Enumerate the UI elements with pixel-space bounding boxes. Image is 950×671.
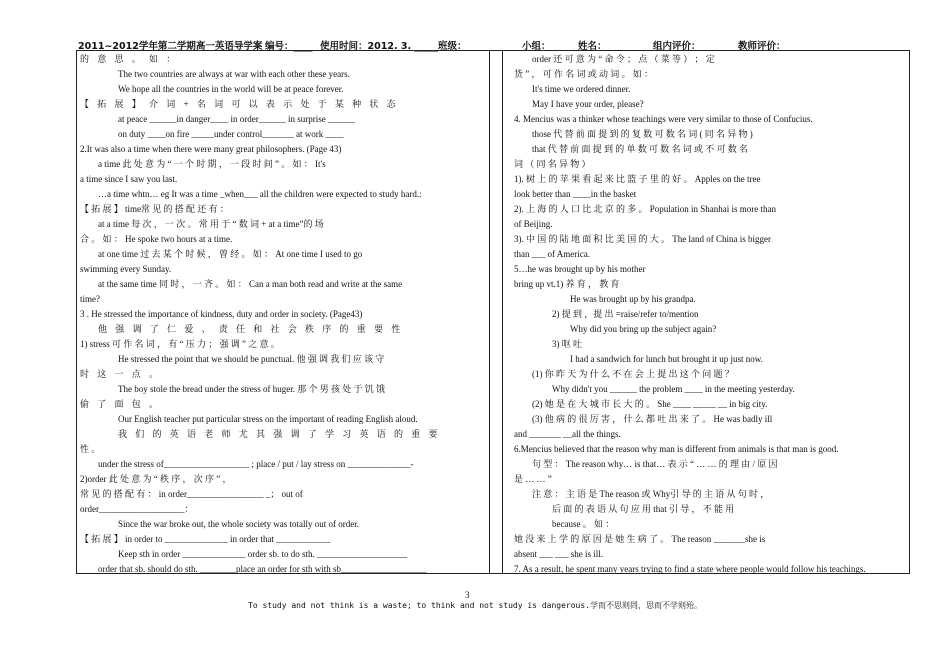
section-heading: 7. As a result, he spent many years trying to find a state where people would follow his teachings.	[514, 564, 866, 574]
extension-heading: 【 拓 展 】 介 词 + 名 词 可 以 表 示 处 于 某 种 状 态	[80, 99, 399, 109]
fill-blank-line: at peace ______in danger____ in order______ in surprise ______	[118, 114, 355, 124]
text-line: 后 面 的 表 语 从 句 应 用 that 引 导 ， 不 能 用	[552, 504, 735, 514]
fill-blank-line: order___________________：	[80, 504, 194, 514]
exercise-line: than ___ of America.	[514, 249, 590, 259]
text-line: 2) 提 到 ，提 出 =raise/refer to/mention	[552, 309, 699, 319]
text-line: 合 。 如 ： He spoke two hours at a time.	[80, 234, 233, 244]
fill-blank-line: 常 见 的 搭 配 有 ： in order_________________ _； out of	[80, 489, 303, 499]
exercise-line: look better than ____in the basket	[514, 189, 637, 199]
text-line: a time since I saw you last.	[80, 174, 178, 184]
example-sentence: We hope all the countries in the world will be at peace forever.	[118, 84, 344, 94]
text-line: those 代 替 前 面 提 到 的 复 数 可 数 名 词 ( 同 名 异 物 )	[532, 129, 753, 139]
text-line: 1) stress 可 作 名 词 ， 有 “ 压 力 ； 强 调 ” 之 意 。	[80, 339, 280, 349]
section-heading: 6.Mencius believed that the reason why man is different from animals is that man is good.	[514, 444, 839, 454]
exercise-line: 1). 树 上 的 苹 果 看 起 来 比 篮 子 里 的 好 。 Apples on the tree	[514, 174, 761, 184]
translation-line: 时 这 一 点 。	[80, 369, 162, 379]
header-number: 编号：____	[265, 41, 313, 52]
translation-line: 性 。	[80, 444, 101, 454]
text-line: at the same time 同 时 ， 一 齐 。 如 ： Can a man both read and write at the same	[98, 279, 403, 289]
text-line: 词 （ 同 名 异 物 ）	[514, 159, 591, 169]
text-line: 货 ” ， 可 作 名 词 或 动 词 。 如 ：	[514, 69, 653, 79]
header-title: 2011~2012学年第二学期高一英语导学案	[78, 41, 263, 52]
example-sentence: I had a sandwich for lunch but brought it up just now.	[570, 354, 763, 364]
example-sentence: The boy stole the bread under the stress of huger. 那 个 男 孩 处 于 饥 饿	[118, 384, 385, 394]
example-sentence: It's time we ordered dinner.	[532, 84, 631, 94]
extension-heading: 【 拓 展 】 time常 见 的 搭 配 还 有 ：	[80, 204, 229, 214]
exercise-line: absent ___ ___ she is ill.	[514, 549, 603, 559]
example-sentence: May I have your order, please?	[532, 99, 644, 109]
translation-line: 他 强 调 了 仁 爱 、 责 任 和 社 会 秩 序 的 重 要 性	[98, 324, 404, 334]
header-teacher-eval: 教师评价：	[738, 41, 786, 52]
fill-blank-line: Keep sth in order ______________ order sb. to do sth. ____________________	[118, 549, 407, 559]
right-column	[514, 52, 904, 577]
text-line: bring up vt.1) 养 育 ， 教 育	[514, 279, 620, 289]
example-sentence: Why did you bring up the subject again?	[570, 324, 717, 334]
exercise-line: 2). 上 海 的 人 口 比 北 京 的 多 。 Population in Shanhai is more than	[514, 204, 776, 214]
column-divider-right	[502, 50, 503, 574]
fill-blank-line: 【 拓 展 】 in order to ______________ in order that ____________	[80, 534, 331, 544]
fill-blank-line: order that sb. should do sth. ________place an order for sth with sb___________________	[98, 564, 427, 574]
exercise-line: (2) 她 是 在 大 城 市 长 大 的 。 She ____ _____ __ in big city.	[532, 399, 768, 409]
footer-quote: To study and not think is a waste; to think and not study is dangerous.学而不思则罔，思而不学则殆。	[248, 601, 702, 610]
header-group: 小组：	[522, 41, 551, 52]
text-line: 2)order 此 处 意 为 “ 秩 序 ， 次 序 ” ，	[80, 474, 232, 484]
exercise-line: 3). 中 国 的 陆 地 面 积 比 美 国 的 大 。 The land of China is bigger	[514, 234, 771, 244]
exercise-line: 她 没 来 上 学 的 原 因 是 她 生 病 了 。 The reason _______she is	[514, 534, 766, 544]
text-line: a time 此 处 意 为 “ 一 个 时 期 ， 一 段 时 间 ” 。 如 ： It's	[98, 159, 326, 169]
example-sentence: Our English teacher put particular stress on the important of reading English aloud.	[118, 414, 418, 424]
section-heading: 3 . He stressed the importance of kindness, duty and order in society. (Page43)	[80, 309, 363, 319]
text-line: because 。 如 ：	[552, 519, 615, 529]
header-name: 姓名：	[578, 41, 607, 52]
header-class: 班级：	[438, 41, 467, 52]
header-date: 使用时间：2012. 3. _____	[320, 41, 439, 52]
example-sentence: Since the war broke out, the whole society was totally out of order.	[118, 519, 359, 529]
section-heading: 5…he was brought up by his mother	[514, 264, 646, 274]
text-line: at a time 每 次 ， 一 次 。 常 用 于 “ 数 词 + at a time”的 场	[98, 219, 324, 229]
section-heading: 4. Mencius was a thinker whose teachings were very similar to those of Confucius.	[514, 114, 813, 124]
text-line: …a time whtn… eg It was a time _when___ all the children were expected to study hard.:	[98, 189, 422, 199]
column-divider-left	[489, 50, 490, 574]
fill-blank-line: under the stress of___________________ ; place / put / lay stress on ______________-	[98, 459, 414, 469]
section-heading: 2.It was also a time when there were many great philosophers. (Page 43)	[80, 144, 342, 154]
exercise-line: of Beijing.	[514, 219, 553, 229]
header-group-eval: 组内评价：	[653, 41, 701, 52]
left-column	[80, 52, 478, 577]
text-line: time?	[80, 294, 100, 304]
text-line: 句 型 ： The reason why… is that… 表 示 “ … … 的 理 由 / 原 因	[532, 459, 778, 469]
exercise-line: and _______ __all the things.	[514, 429, 621, 439]
text-line: 3) 呕 吐	[552, 339, 582, 349]
exercise-line: (1) 你 昨 天 为 什 么 不 在 会 上 提 出 这 个 问 题 ？	[532, 369, 734, 379]
fill-blank-line: on duty ____on fire _____under control_______ at work ____	[118, 129, 344, 139]
example-sentence: He was brought up by his grandpa.	[570, 294, 696, 304]
translation-line: 我 们 的 英 语 老 师 尤 其 强 调 了 学 习 英 语 的 重 要	[118, 429, 441, 439]
text-line: 注 意 ： 主 语 是 The reason 或 Why引 导 的 主 语 从 句 时 ，	[532, 489, 770, 499]
text-line: that 代 替 前 面 提 到 的 单 数 可 数 名 词 或 不 可 数 名	[532, 144, 748, 154]
text-line: 的 意 思 。 如 ：	[80, 54, 179, 64]
text-line: order 还 可 意 为 “ 命 令 ； 点 （ 菜 等 ） ； 定	[532, 54, 715, 64]
text-line: swimming every Sunday.	[80, 264, 172, 274]
example-sentence: The two countries are always at war with each other these years.	[118, 69, 350, 79]
example-sentence: He stressed the point that we should be punctual. 他 强 调 我 们 应 该 守	[118, 354, 385, 364]
text-line: at one time 过 去 某 个 时 候 ， 曾 经 。 如 ： At one time I used to go	[98, 249, 363, 259]
exercise-line: Why didn't you ______ the problem ____ in the meeting yesterday.	[552, 384, 795, 394]
translation-line: 偷 了 面 包 。	[80, 399, 162, 409]
text-line: 是 … … ”	[514, 474, 552, 484]
exercise-line: (3) 他 病 的 很 厉 害 ， 什 么 都 吐 出 来 了 。 He was badly ill	[532, 414, 773, 424]
page-number: 3	[465, 590, 470, 600]
